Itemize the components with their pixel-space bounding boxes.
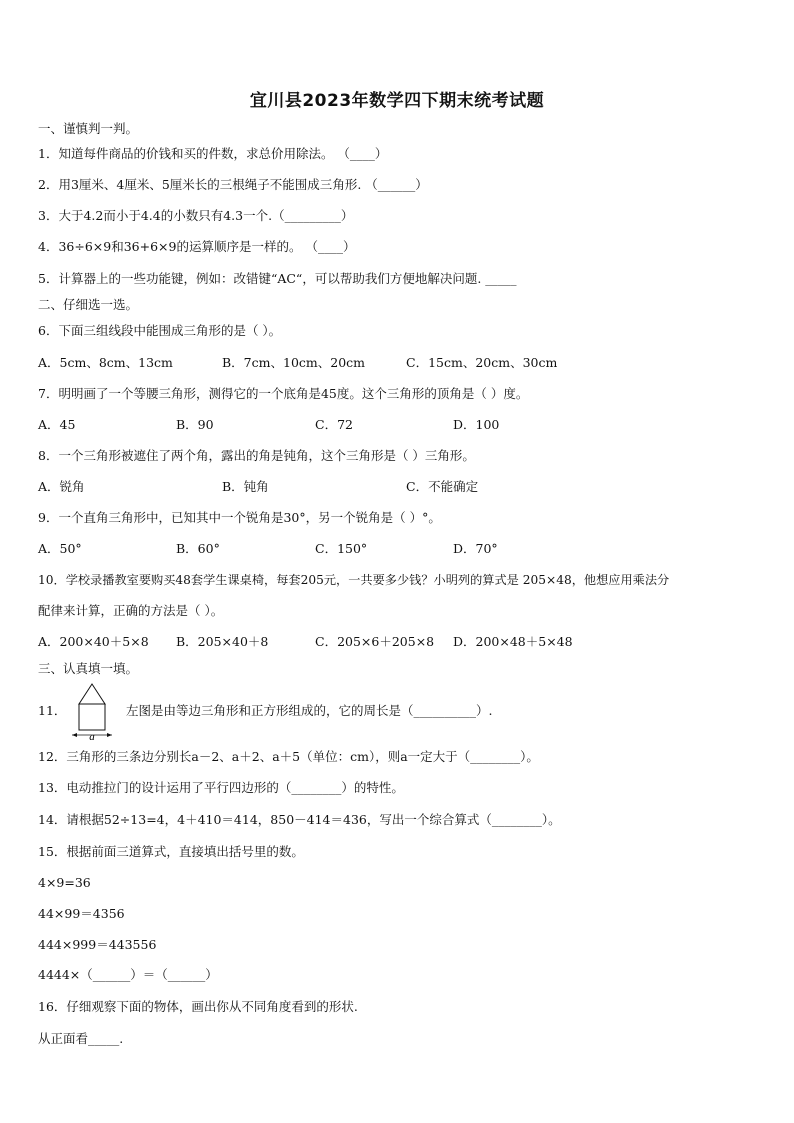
q10-option-d: D．200×48＋5×48 (453, 634, 573, 649)
q9-option-a: A．50° (38, 541, 82, 556)
q6-option-b: B．7cm、10cm、20cm (222, 355, 366, 370)
question-10-line-2: 配律来计算，正确的方法是（ ）。 (38, 603, 224, 618)
q9-option-b: B．60° (176, 541, 220, 556)
question-11-number: 11． (38, 703, 67, 718)
question-3: 3．大于4.2而小于4.4的小数只有4.3一个.（_________） (38, 208, 354, 223)
question-9: 9．一个直角三角形中，已知其中一个锐角是30°，另一个锐角是（ ）°。 (38, 510, 441, 525)
q7-option-d: D．100 (453, 417, 500, 432)
q8-option-b: B．钝角 (222, 479, 269, 494)
triangle-square-figure (72, 682, 112, 742)
question-7: 7．明明画了一个等腰三角形，测得它的一个底角是45度。这个三角形的顶角是（ ）度。 (38, 386, 529, 401)
question-4: 4．36÷6×9和36+6×9的运算顺序是一样的。 （____） (38, 239, 356, 254)
q8-option-a: A．锐角 (38, 479, 85, 494)
q7-option-c: C．72 (315, 417, 353, 432)
dimension-arrow-right (107, 733, 112, 737)
q10-option-c: C．205×6＋205×8 (315, 634, 435, 649)
dimension-arrow-left (72, 733, 77, 737)
question-14: 14．请根据52÷13=4，4＋410＝414，850－414＝436，写出一个综合算式（________）。 (38, 812, 561, 827)
q10-option-b: B．205×40＋8 (176, 634, 269, 649)
q15-equation-4: 4444×（______）＝（______） (38, 967, 218, 982)
q15-equation-2: 44×99＝4356 (38, 906, 125, 921)
q15-equation-1: 4×9=36 (38, 875, 91, 890)
question-12: 12．三角形的三条边分别长a－2、a＋2、a＋5（单位：cm），则a一定大于（________）。 (38, 749, 539, 764)
q9-option-c: C．150° (315, 541, 368, 556)
question-1: 1．知道每件商品的价钱和买的件数，求总价用除法。 （____） (38, 146, 388, 161)
question-16: 16．仔细观察下面的物体，画出你从不同角度看到的形状. (38, 999, 358, 1014)
q15-equation-3: 444×999＝443556 (38, 937, 157, 952)
square (79, 704, 105, 730)
section-heading-1: 一、谨慎判一判。 (38, 121, 139, 136)
section-heading-3: 三、认真填一填。 (38, 661, 139, 676)
q7-option-b: B．90 (176, 417, 214, 432)
question-10-line-1: 10．学校录播教室要购买48套学生课桌椅，每套205元，一共要多少钱？小明列的算式是 205×48，他想应用乘法分 (38, 573, 670, 587)
q6-option-c: C．15cm、20cm、30cm (406, 355, 558, 370)
q6-option-a: A．5cm、8cm、13cm (38, 355, 173, 370)
question-16-sub: 从正面看_____. (38, 1031, 124, 1046)
q7-option-a: A．45 (38, 417, 76, 432)
q8-option-c: C．不能确定 (406, 479, 479, 494)
question-13: 13．电动推拉门的设计运用了平行四边形的（________）的特性。 (38, 780, 404, 795)
page-title: 宜川县2023年数学四下期末统考试题 (249, 91, 545, 111)
q10-option-a: A．200×40＋5×8 (38, 634, 149, 649)
question-2: 2．用3厘米、4厘米、5厘米长的三根绳子不能围成三角形. （______） (38, 177, 428, 192)
question-5: 5．计算器上的一些功能键，例如：改错键“AC“，可以帮助我们方便地解决问题. _____ (38, 271, 517, 286)
side-length-label: a (89, 731, 95, 742)
q9-option-d: D．70° (453, 541, 498, 556)
section-heading-2: 二、仔细选一选。 (38, 297, 139, 312)
question-11-text: 左图是由等边三角形和正方形组成的，它的周长是（__________）. (126, 703, 493, 718)
question-6: 6．下面三组线段中能围成三角形的是（ ）。 (38, 323, 282, 338)
question-15: 15．根据前面三道算式，直接填出括号里的数。 (38, 844, 304, 859)
question-8: 8．一个三角形被遮住了两个角，露出的角是钝角，这个三角形是（ ）三角形。 (38, 448, 475, 463)
equilateral-triangle (79, 684, 105, 704)
